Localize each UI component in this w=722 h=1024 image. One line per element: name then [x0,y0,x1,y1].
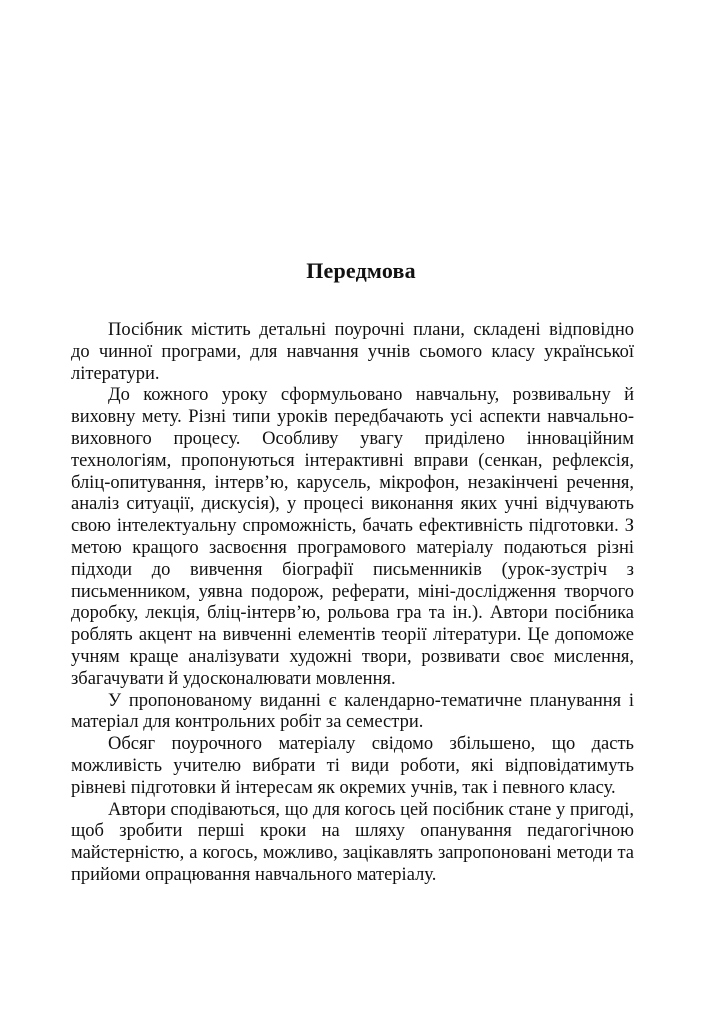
paragraph-3: У пропонованому виданні є календарно-тематичне планування і матеріал для контрольних робіт за семестри. [71,690,634,733]
paragraph-1: Посібник містить детальні поурочні плани, складені відповідно до чинної програми, для навчання учнів сьомого класу української літератури. [71,320,634,384]
body-text [71,320,634,887]
page-title: Передмова [306,258,416,283]
paragraph-5: Автори сподіваються, що для когось цей посібник стане у пригоді, щоб зробити перші кроки на шляху опанування педагогічною майстерністю, а когось, можливо, зацікавлять запропоновані методи та прийоми опрацювання навчального матеріалу. [71,799,634,885]
paragraph-4: Обсяг поурочного матеріалу свідомо збільшено, що дасть можливість учителю вибрати ті види роботи, які відповідатимуть рівневі підготовки й інтересам як окремих учнів, так і певного класу. [71,734,634,798]
paragraph-2: До кожного уроку сформульовано навчальну, розвивальну й виховну мету. Різні типи уроків передбачають усі аспекти навчально-виховного процесу. Особливу увагу приділено інноваційним технологіям, пропонуються інтерактивні вправи (сенкан, рефлексія, бліц-опитування, інтерв’ю, карусель, мікрофон, незакінчені речення, аналіз ситуації, дискусія), у процесі виконання яких учні відчувають свою інтелектуальну спроможність, бачать ефективність підготовки. З метою кращого засвоєння програмового матеріалу подаються різні підходи до вивчення біографії письменників (урок-зустріч з письменником, уявна подорож, реферати, міні-дослідження творчого доробку, лекція, бліц-інтерв’ю, рольова гра та ін.). Автори посібника роблять акцент на вивченні елементів теорії літератури. Це допоможе учням краще аналізувати художні твори, розвивати своє мислення, збагачувати й удосконалювати мовлення. [71,385,634,689]
